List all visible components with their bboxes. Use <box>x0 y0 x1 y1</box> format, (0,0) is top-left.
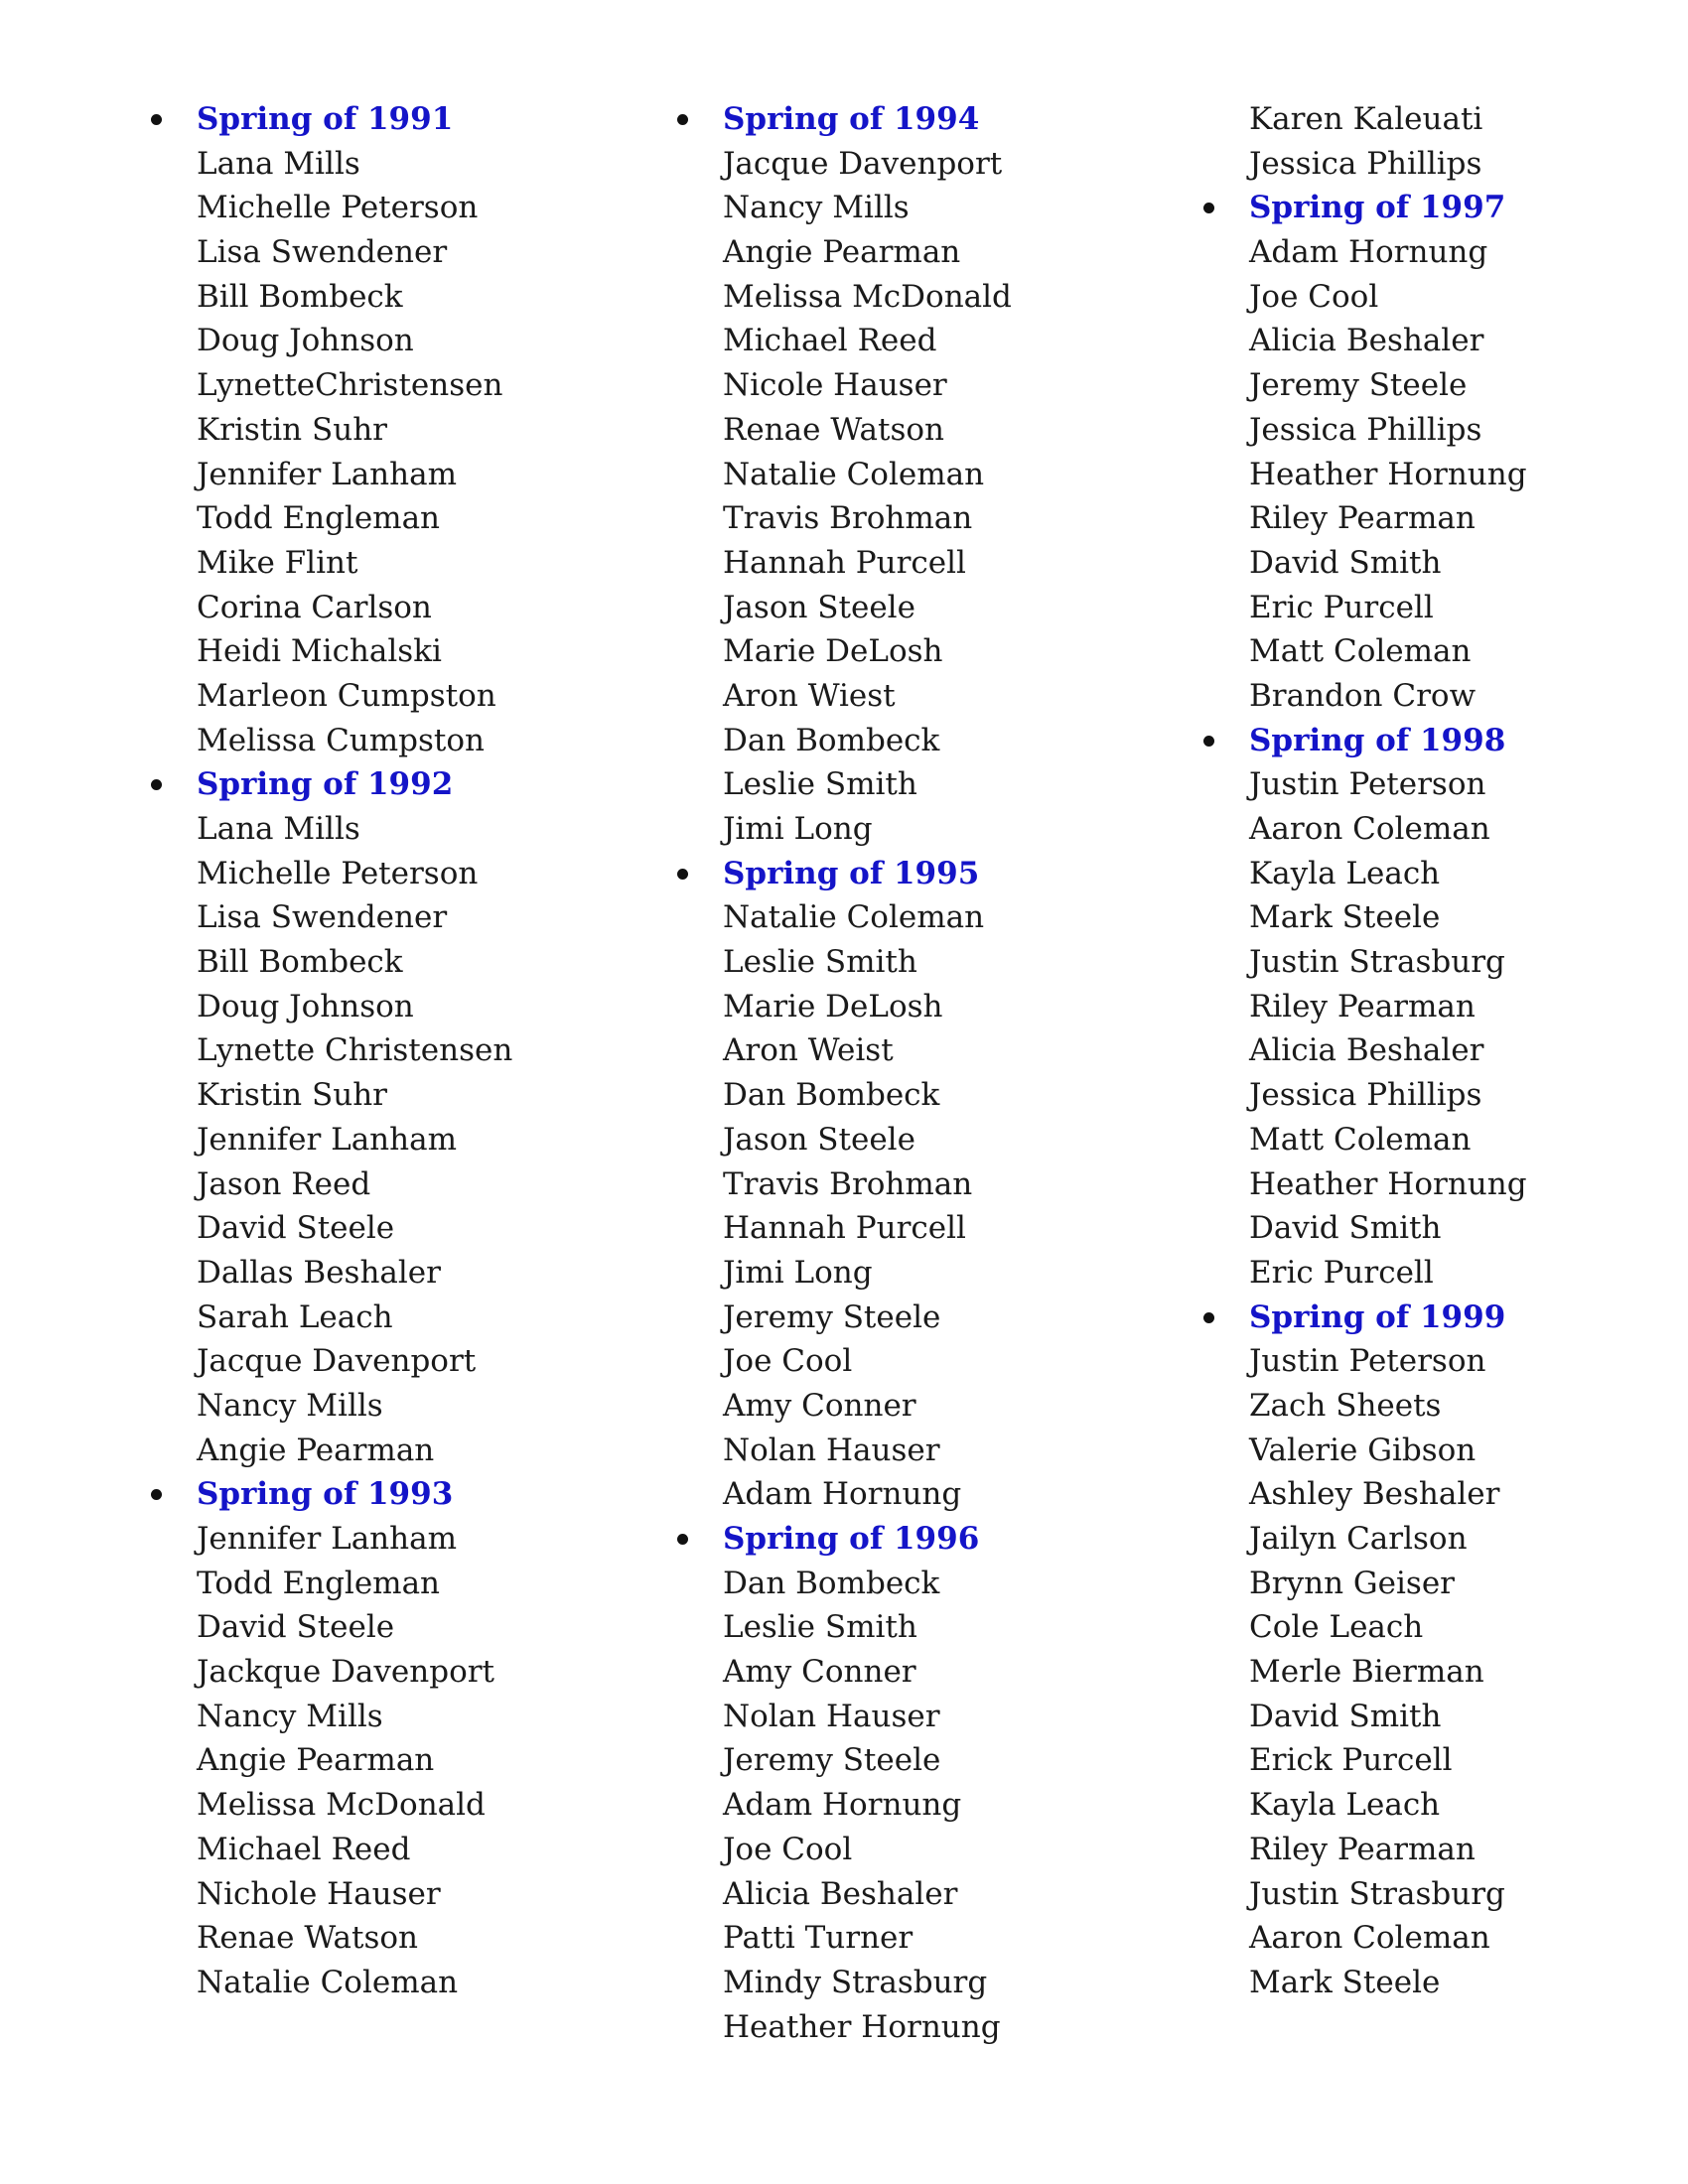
member-name-text: Riley Pearman <box>1249 988 1476 1024</box>
member-name-text: Lana Mills <box>197 145 360 182</box>
member-name-text: Lynette Christensen <box>197 1032 513 1069</box>
member-name-text: Adam Hornung <box>1249 234 1488 271</box>
member-name <box>149 895 626 940</box>
member-name <box>149 719 626 763</box>
member-name <box>1201 1384 1678 1429</box>
member-name-text: Heather Hornung <box>1249 1165 1527 1202</box>
member-name-text: Joe Cool <box>723 1831 853 1867</box>
member-name-text: Amy Conner <box>723 1654 916 1691</box>
member-name-text: David Smith <box>1249 1698 1442 1734</box>
member-name <box>675 674 1152 719</box>
member-name-text: Travis Brohman <box>723 1165 973 1202</box>
member-name-text: Riley Pearman <box>1249 500 1476 537</box>
bullet-icon <box>677 114 688 125</box>
member-name-text: Renae Watson <box>197 1920 418 1957</box>
member-name-text: Brandon Crow <box>1249 677 1477 714</box>
member-name-text: Travis Brohman <box>723 500 973 537</box>
member-name-text: Jailyn Carlson <box>1249 1521 1468 1557</box>
member-name <box>149 1695 626 1739</box>
member-name-text: Natalie Coleman <box>723 456 985 492</box>
member-name-text: Jeremy Steele <box>1249 367 1468 404</box>
member-name <box>149 629 626 674</box>
bullet-icon <box>677 869 688 880</box>
member-name <box>149 1339 626 1384</box>
member-name <box>675 1738 1152 1783</box>
member-name <box>1201 408 1678 453</box>
member-name <box>675 1251 1152 1296</box>
year-heading <box>149 1472 626 1517</box>
member-name-text: Erick Purcell <box>1249 1742 1453 1779</box>
member-name-text: Valerie Gibson <box>1249 1432 1477 1468</box>
member-name <box>675 363 1152 408</box>
member-name-text: Eric Purcell <box>1249 589 1434 625</box>
member-name-text: Michael Reed <box>197 1831 411 1867</box>
member-name <box>675 2005 1152 2050</box>
member-name-text: Heidi Michalski <box>197 633 442 670</box>
member-name-text: Matt Coleman <box>1249 633 1472 670</box>
member-name-text: Nancy Mills <box>197 1387 383 1424</box>
member-name-text: David Smith <box>1249 544 1442 581</box>
member-name <box>1201 1695 1678 1739</box>
member-name <box>675 1828 1152 1872</box>
member-name <box>675 807 1152 852</box>
member-name-text: Justin Strasburg <box>1249 1875 1505 1912</box>
member-name <box>149 1916 626 1961</box>
member-name <box>1201 852 1678 896</box>
member-name <box>675 408 1152 453</box>
member-name <box>1201 1472 1678 1517</box>
member-name-text: Karen Kaleuati <box>1249 101 1483 137</box>
member-name <box>675 1961 1152 2005</box>
member-name-text: Jacque Davenport <box>723 145 1003 182</box>
member-name-text: Mark Steele <box>1249 1964 1441 2000</box>
year-heading <box>1201 186 1678 230</box>
member-name <box>1201 762 1678 807</box>
member-name <box>149 1429 626 1473</box>
member-name <box>149 186 626 230</box>
member-name <box>1201 1028 1678 1073</box>
member-name <box>149 363 626 408</box>
year-heading-text: Spring of 1996 <box>723 1521 980 1557</box>
member-name-text: Aaron Coleman <box>1249 811 1490 847</box>
member-name <box>149 1650 626 1695</box>
member-name-text: Jessica Phillips <box>1249 145 1482 182</box>
member-name-text: Jeremy Steele <box>723 1742 941 1779</box>
member-name <box>149 985 626 1029</box>
member-name <box>1201 142 1678 187</box>
member-name-text: Alicia Beshaler <box>1249 323 1484 359</box>
member-name <box>675 586 1152 630</box>
member-name <box>1201 1605 1678 1650</box>
member-name-text: Marie DeLosh <box>723 633 943 670</box>
column-2 <box>675 97 1152 2049</box>
member-name-text: Michelle Peterson <box>197 855 479 891</box>
member-name <box>675 275 1152 320</box>
member-name-text: Aron Wiest <box>723 677 896 714</box>
member-name <box>675 1783 1152 1828</box>
member-name-text: Lisa Swendener <box>197 899 448 936</box>
member-name-text: Alicia Beshaler <box>723 1875 958 1912</box>
bullet-icon <box>677 1534 688 1545</box>
member-name <box>149 541 626 586</box>
member-name-text: Riley Pearman <box>1249 1831 1476 1867</box>
bullet-icon <box>1203 1312 1214 1323</box>
member-name-text: Dan Bombeck <box>723 1077 940 1114</box>
member-name <box>1201 1783 1678 1828</box>
member-name <box>1201 940 1678 985</box>
member-name <box>1201 895 1678 940</box>
member-name <box>675 319 1152 363</box>
member-name-text: Justin Peterson <box>1249 766 1486 803</box>
member-name-text: Kristin Suhr <box>197 1077 387 1114</box>
member-name-text: Todd Engleman <box>197 500 441 537</box>
member-name-text: Aron Weist <box>723 1032 894 1069</box>
member-name-text: Jackque Davenport <box>197 1654 495 1691</box>
member-name <box>149 1118 626 1162</box>
member-name <box>1201 586 1678 630</box>
year-heading-text: Spring of 1991 <box>197 101 454 137</box>
member-name <box>1201 1828 1678 1872</box>
member-name <box>149 319 626 363</box>
member-name-text: Michael Reed <box>723 323 937 359</box>
member-name <box>1201 985 1678 1029</box>
member-name-text: Justin Peterson <box>1249 1343 1486 1380</box>
member-name <box>675 453 1152 497</box>
member-name-text: Sarah Leach <box>197 1298 393 1335</box>
member-name <box>149 1028 626 1073</box>
member-name <box>149 1872 626 1917</box>
member-name <box>1201 1650 1678 1695</box>
member-name <box>149 408 626 453</box>
member-name-text: Jessica Phillips <box>1249 411 1482 448</box>
year-heading-text: Spring of 1998 <box>1249 722 1506 758</box>
member-name <box>1201 541 1678 586</box>
member-name <box>1201 1206 1678 1251</box>
member-name-text: Hannah Purcell <box>723 1210 966 1247</box>
member-name <box>1201 1872 1678 1917</box>
member-name <box>149 1562 626 1606</box>
year-heading-text: Spring of 1993 <box>197 1476 454 1513</box>
member-name <box>675 1206 1152 1251</box>
member-name <box>675 1339 1152 1384</box>
bullet-icon <box>1203 736 1214 747</box>
member-name-text: Jason Steele <box>723 589 915 625</box>
year-heading-text: Spring of 1995 <box>723 855 980 891</box>
member-name-text: David Steele <box>197 1210 395 1247</box>
member-name-text: Bill Bombeck <box>197 278 403 315</box>
member-name-text: Heather Hornung <box>1249 456 1527 492</box>
member-name-text: Doug Johnson <box>197 323 414 359</box>
member-name <box>1201 319 1678 363</box>
member-name <box>675 1384 1152 1429</box>
member-name <box>675 895 1152 940</box>
member-name-text: Joe Cool <box>723 1343 853 1380</box>
member-name-text: Nancy Mills <box>723 190 910 226</box>
member-name <box>675 1296 1152 1340</box>
member-name <box>1201 1916 1678 1961</box>
member-name <box>149 1783 626 1828</box>
year-heading-text: Spring of 1999 <box>1249 1298 1506 1335</box>
member-name <box>149 1251 626 1296</box>
year-heading-text: Spring of 1994 <box>723 101 980 137</box>
member-name-text: Justin Strasburg <box>1249 944 1505 981</box>
member-name-text: Corina Carlson <box>197 589 432 625</box>
member-name-text: Eric Purcell <box>1249 1254 1434 1291</box>
member-name-text: Melissa McDonald <box>723 278 1012 315</box>
member-name-text: Jimi Long <box>723 811 873 847</box>
member-name-text: Jessica Phillips <box>1249 1077 1482 1114</box>
member-name <box>149 1961 626 2005</box>
year-heading <box>149 97 626 142</box>
member-name-text: Matt Coleman <box>1249 1121 1472 1158</box>
member-name-text: Melissa Cumpston <box>197 722 485 758</box>
member-name <box>675 1562 1152 1606</box>
year-heading <box>675 97 1152 142</box>
member-name-text: David Smith <box>1249 1210 1442 1247</box>
member-name <box>675 1118 1152 1162</box>
member-name-text: Natalie Coleman <box>197 1964 459 2000</box>
member-name-text: Adam Hornung <box>723 1787 962 1824</box>
member-name-text: Nichole Hauser <box>197 1875 441 1912</box>
member-name <box>1201 1073 1678 1118</box>
member-name <box>675 1472 1152 1517</box>
bullet-icon <box>1203 203 1214 213</box>
member-name-text: Jennifer Lanham <box>197 1521 457 1557</box>
member-name-text: Kayla Leach <box>1249 1787 1441 1824</box>
member-name <box>1201 629 1678 674</box>
member-name <box>675 496 1152 541</box>
member-name-text: Michelle Peterson <box>197 190 479 226</box>
member-name-text: Heather Hornung <box>723 2008 1001 2045</box>
member-name <box>1201 453 1678 497</box>
member-name <box>675 1916 1152 1961</box>
member-name-text: Mark Steele <box>1249 899 1441 936</box>
year-heading <box>675 852 1152 896</box>
member-name <box>675 1028 1152 1073</box>
member-name-text: Adam Hornung <box>723 1476 962 1513</box>
member-name-text: Nolan Hauser <box>723 1698 940 1734</box>
member-name <box>149 496 626 541</box>
year-heading <box>149 762 626 807</box>
member-name-text: Cole Leach <box>1249 1609 1424 1646</box>
member-name <box>1201 1251 1678 1296</box>
member-name-text: Jimi Long <box>723 1254 873 1291</box>
member-name <box>675 142 1152 187</box>
member-name-text: Melissa McDonald <box>197 1787 486 1824</box>
member-name <box>675 1429 1152 1473</box>
member-name-text: Todd Engleman <box>197 1565 441 1601</box>
member-name-text: Amy Conner <box>723 1387 916 1424</box>
member-name-text: Ashley Beshaler <box>1249 1476 1500 1513</box>
member-name <box>675 1605 1152 1650</box>
member-name <box>1201 674 1678 719</box>
member-name <box>675 629 1152 674</box>
member-name-text: LynetteChristensen <box>197 367 503 404</box>
member-name <box>1201 496 1678 541</box>
member-name-text: Marleon Cumpston <box>197 677 496 714</box>
member-name <box>1201 1118 1678 1162</box>
member-name <box>675 940 1152 985</box>
member-name <box>149 674 626 719</box>
member-name <box>1201 1562 1678 1606</box>
member-name-text: Doug Johnson <box>197 988 414 1024</box>
member-name-text: Lisa Swendener <box>197 234 448 271</box>
bullet-icon <box>151 1489 162 1500</box>
member-name-text: Angie Pearman <box>723 234 961 271</box>
member-name <box>675 230 1152 275</box>
member-name-text: Leslie Smith <box>723 766 917 803</box>
member-name <box>149 142 626 187</box>
member-name-text: Jeremy Steele <box>723 1298 941 1335</box>
member-name-text: David Steele <box>197 1609 395 1646</box>
member-name-text: Jason Reed <box>197 1165 371 1202</box>
member-name-text: Angie Pearman <box>197 1742 435 1779</box>
member-name <box>675 762 1152 807</box>
member-name <box>675 719 1152 763</box>
bullet-icon <box>151 779 162 790</box>
member-name <box>149 1605 626 1650</box>
member-name-text: Joe Cool <box>1249 278 1379 315</box>
member-name <box>1201 1517 1678 1562</box>
member-name-text: Lana Mills <box>197 811 360 847</box>
member-name <box>149 453 626 497</box>
member-name-text: Jacque Davenport <box>197 1343 477 1380</box>
member-name-text: Natalie Coleman <box>723 899 985 936</box>
member-name <box>1201 1961 1678 2005</box>
member-name <box>149 1162 626 1207</box>
member-name-text: Zach Sheets <box>1249 1387 1442 1424</box>
member-name-text: Kristin Suhr <box>197 411 387 448</box>
member-name <box>149 1296 626 1340</box>
member-name <box>149 807 626 852</box>
member-name-text: Alicia Beshaler <box>1249 1032 1484 1069</box>
member-name <box>149 1738 626 1783</box>
member-name <box>675 985 1152 1029</box>
member-name-text: Mike Flint <box>197 544 358 581</box>
member-name <box>1201 363 1678 408</box>
year-heading-text: Spring of 1992 <box>197 766 454 803</box>
member-name <box>149 586 626 630</box>
member-name <box>1201 1429 1678 1473</box>
year-heading <box>1201 719 1678 763</box>
member-name-text: Aaron Coleman <box>1249 1920 1490 1957</box>
member-name-text: Leslie Smith <box>723 1609 917 1646</box>
member-name <box>1201 275 1678 320</box>
column-1 <box>149 97 626 2005</box>
member-name-text: Nolan Hauser <box>723 1432 940 1468</box>
member-name <box>1201 807 1678 852</box>
member-name-text: Bill Bombeck <box>197 944 403 981</box>
member-name <box>1201 1738 1678 1783</box>
year-heading-text: Spring of 1997 <box>1249 190 1506 226</box>
year-heading <box>675 1517 1152 1562</box>
member-name <box>149 940 626 985</box>
member-name-text: Patti Turner <box>723 1920 914 1957</box>
member-name <box>149 1517 626 1562</box>
member-name <box>149 275 626 320</box>
member-name-text: Nancy Mills <box>197 1698 383 1734</box>
member-name-text: Dan Bombeck <box>723 722 940 758</box>
member-name <box>675 1162 1152 1207</box>
member-name <box>1201 1162 1678 1207</box>
member-name-text: Renae Watson <box>723 411 944 448</box>
member-name-text: Leslie Smith <box>723 944 917 981</box>
member-name-text: Jennifer Lanham <box>197 1121 457 1158</box>
member-name-text: Dallas Beshaler <box>197 1254 441 1291</box>
member-name <box>1201 1339 1678 1384</box>
member-name <box>1201 230 1678 275</box>
member-name-text: Merle Bierman <box>1249 1654 1484 1691</box>
member-name-text: Brynn Geiser <box>1249 1565 1455 1601</box>
member-name <box>675 1073 1152 1118</box>
year-heading <box>1201 1296 1678 1340</box>
member-name-text: Kayla Leach <box>1249 855 1441 891</box>
member-name <box>149 1073 626 1118</box>
member-name-text: Jason Steele <box>723 1121 915 1158</box>
member-name <box>1201 97 1678 142</box>
member-name <box>675 1872 1152 1917</box>
member-name-text: Dan Bombeck <box>723 1565 940 1601</box>
bullet-icon <box>151 114 162 125</box>
member-name <box>149 1828 626 1872</box>
member-name-text: Marie DeLosh <box>723 988 943 1024</box>
member-name-text: Angie Pearman <box>197 1432 435 1468</box>
member-name <box>149 230 626 275</box>
member-name <box>149 1384 626 1429</box>
member-name-text: Hannah Purcell <box>723 544 966 581</box>
member-name-text: Nicole Hauser <box>723 367 947 404</box>
member-name <box>675 541 1152 586</box>
member-name <box>675 1695 1152 1739</box>
member-name <box>675 186 1152 230</box>
member-name <box>149 852 626 896</box>
member-name <box>675 1650 1152 1695</box>
member-name <box>149 1206 626 1251</box>
member-name-text: Mindy Strasburg <box>723 1964 988 2000</box>
member-name-text: Jennifer Lanham <box>197 456 457 492</box>
column-3 <box>1201 97 1678 2005</box>
